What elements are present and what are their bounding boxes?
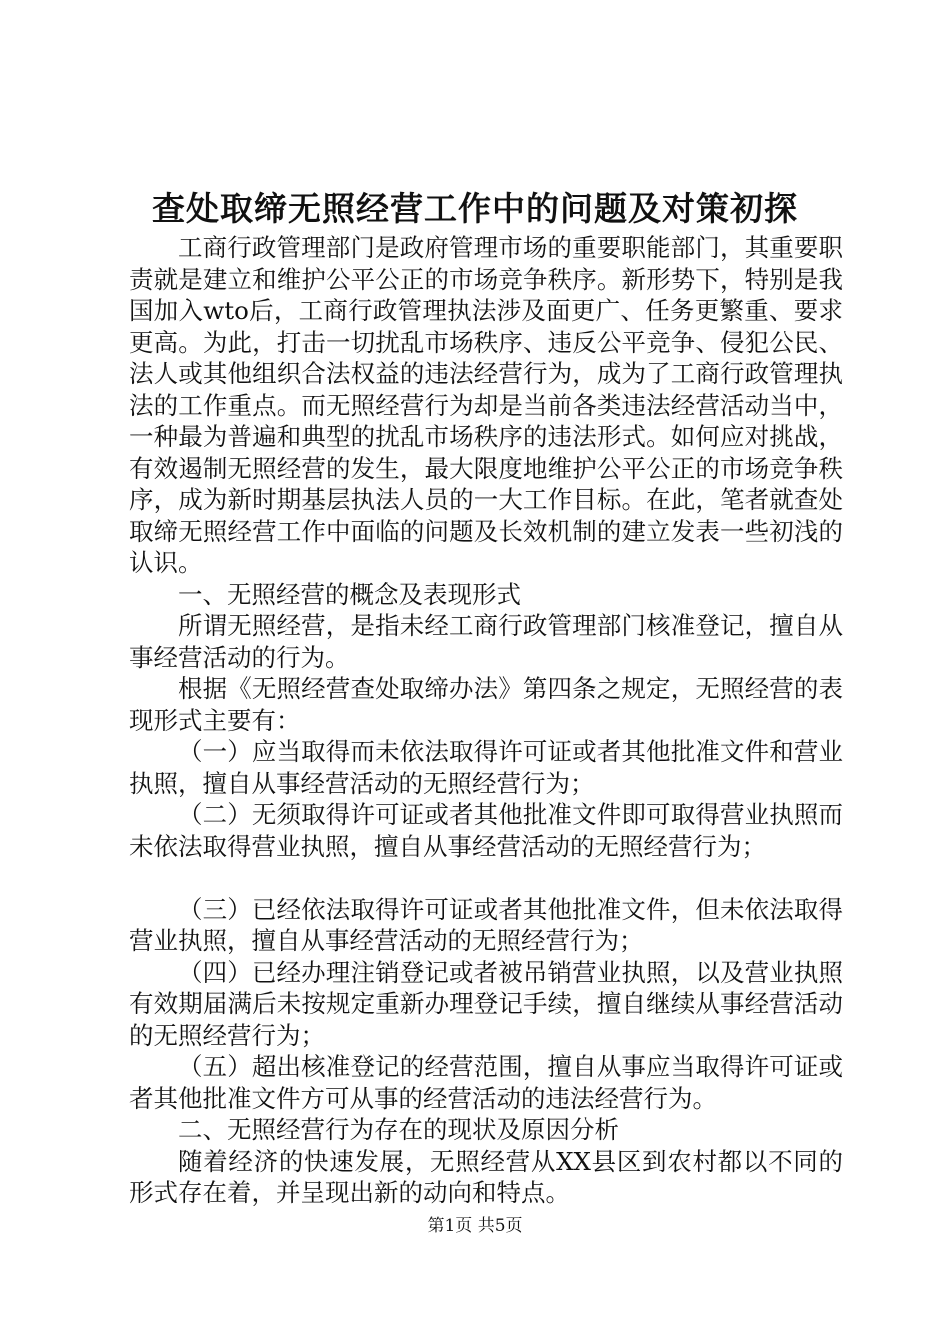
regulation-paragraph: 根据《无照经营查处取缔办法》第四条之规定，无照经营的表现形式主要有： — [129, 674, 843, 735]
list-item-1: （一）应当取得而未依法取得许可证或者其他批准文件和营业执照，擅自从事经营活动的无照经营行为； — [129, 737, 843, 798]
analysis-paragraph: 随着经济的快速发展，无照经营从XX县区到农村都以不同的形式存在着，并呈现出新的动向和特点。 — [129, 1146, 843, 1207]
intro-paragraph: 工商行政管理部门是政府管理市场的重要职能部门，其重要职责就是建立和维护公平公正的市场竞争秩序。新形势下，特别是我国加入wto后，工商行政管理执法涉及面更广、任务更繁重、要求更高。为此，打击一切扰乱市场秩序、违反公平竞争、侵犯公民、法人或其他组织合法权益的违法经营行为，成为了工商行政管理执法的工作重点。而无照经营行为却是当前各类违法经营活动当中，一种最为普遍和典型的扰乱市场秩序的违法形式。如何应对挑战，有效遏制无照经营的发生，最大限度地维护公平公正的市场竞争秩序，成为新时期基层执法人员的一大工作目标。在此，笔者就查处取缔无照经营工作中面临的问题及长效机制的建立发表一些初浅的认识。 — [129, 233, 843, 577]
document-title: 查处取缔无照经营工作中的问题及对策初探 — [152, 189, 798, 228]
section-heading-1: 一、无照经营的概念及表现形式 — [178, 579, 521, 609]
page-footer: 第1页 共5页 — [427, 1216, 523, 1236]
definition-paragraph: 所谓无照经营，是指未经工商行政管理部门核准登记，擅自从事经营活动的行为。 — [129, 611, 843, 672]
list-item-3: （三）已经依法取得许可证或者其他批准文件，但未依法取得营业执照，擅自从事经营活动的无照经营行为； — [129, 894, 843, 955]
list-item-4: （四）已经办理注销登记或者被吊销营业执照，以及营业执照有效期届满后未按规定重新办理登记手续，擅自继续从事经营活动的无照经营行为； — [129, 957, 843, 1050]
list-item-5: （五）超出核准登记的经营范围，擅自从事应当取得许可证或者其他批准文件方可从事的经营活动的违法经营行为。 — [129, 1052, 843, 1113]
list-item-2: （二）无须取得许可证或者其他批准文件即可取得营业执照而未依法取得营业执照，擅自从事经营活动的无照经营行为； — [129, 800, 843, 861]
document-body — [129, 232, 843, 1209]
section-heading-2: 二、无照经营行为存在的现状及原因分析 — [178, 1115, 619, 1144]
